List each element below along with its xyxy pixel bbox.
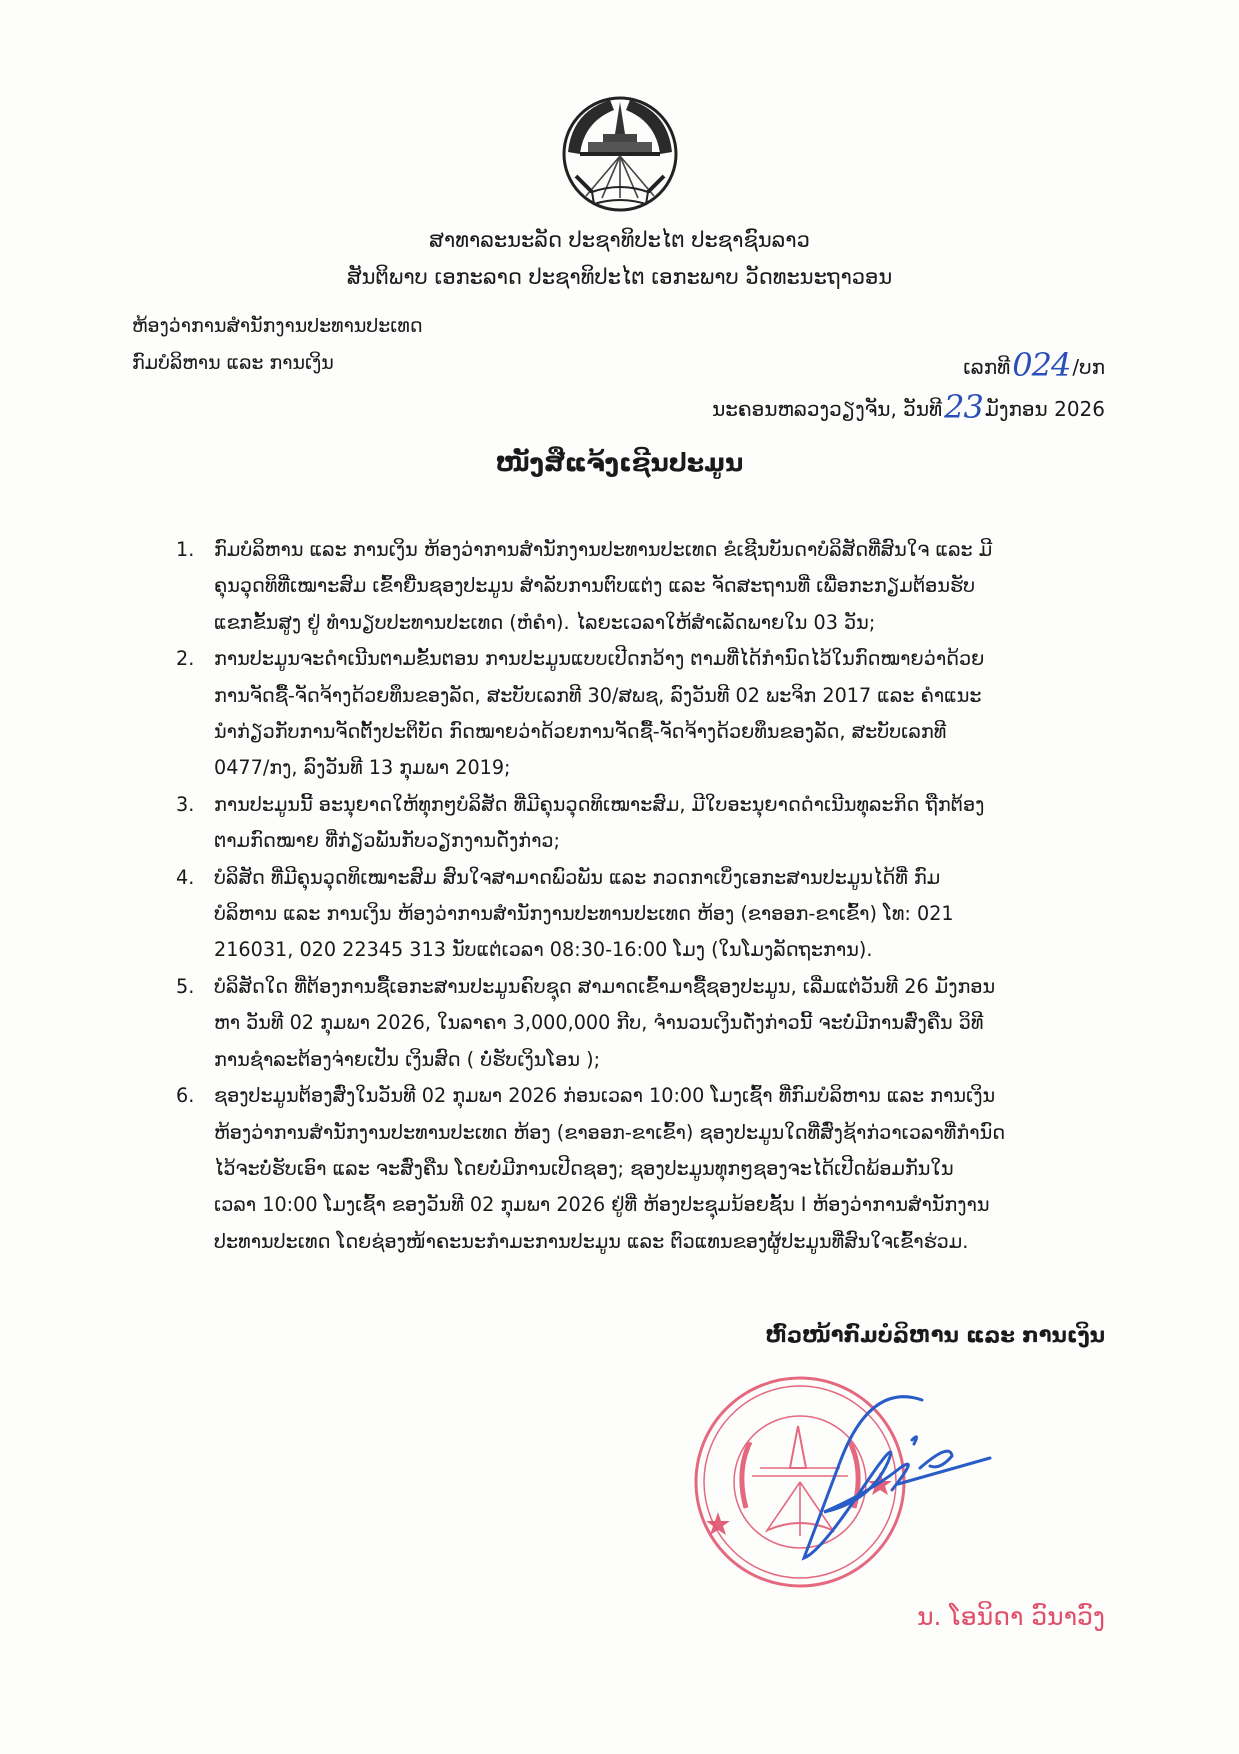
signer-name: ນ. ໂອນິດາ ວົນາວົງ: [917, 1602, 1105, 1631]
item-line: ບໍລິສັດໃດ ທີ່ຕ້ອງການຊື້ເອກະສານປະມູນຄົບຊຸດ ສາມາດເຂົ້າມາຊື້ຊອງປະມູນ, ເລີ່ມແຕ່ວັນທີ 26 ມັງກອນ: [214, 974, 996, 998]
document-title: ໜັງສືແຈ້ງເຊີນປະມູນ: [495, 448, 744, 477]
notice-item: [176, 641, 1104, 787]
item-line: ເວລາ 10:00 ໂມງເຊົ້າ ຂອງວັນທີ 02 ກຸມພາ 2026 ຢູ່ທີ່ ຫ້ອງປະຊຸມນ້ອຍຊັ້ນ I ຫ້ອງວ່າການສຳນັກງານ: [214, 1193, 990, 1217]
notice-items: [176, 532, 1104, 1260]
item-line: ການຊຳລະຕ້ອງຈ່າຍເປັນ ເງິນສົດ ( ບໍ່ຮັບເງິນໂອນ );: [214, 1047, 601, 1071]
item-number: 4.: [176, 865, 195, 889]
reference-suffix: /ບກ: [1072, 355, 1105, 379]
sender-office: ຫ້ອງວ່າການສຳນັກງານປະທານປະເທດ: [132, 315, 423, 337]
signature-icon: [780, 1372, 1040, 1582]
item-number: 1.: [176, 538, 195, 561]
item-line: ກົມບໍລິຫານ ແລະ ການເງິນ ຫ້ອງວ່າການສຳນັກງານປະທານປະເທດ ຂໍເຊີນບັນດາບໍລິສັດທີ່ສົນໃຈ ແລະ ມີ: [214, 538, 993, 561]
item-line: ຫ້ອງວ່າການສຳນັກງານປະທານປະເທດ ຫ້ອງ (ຂາອອກ-ຂາເຂົ້າ) ຊອງປະມູນໃດທີ່ສົ່ງຊ້າກ່ວາເວລາທີ່ກຳນົດ: [214, 1120, 1006, 1144]
item-line: ຄຸນວຸດທິທີ່ເໝາະສົມ ເຂົ້າຍື່ນຊອງປະມູນ ສຳລັບການຕົບແຕ່ງ ແລະ ຈັດສະຖານທີ່ ເພື່ອກະກຽມຕ້ອນຮັບ: [214, 574, 976, 598]
item-line: ປະທານປະເທດ ໂດຍຊ່ອງໜ້າຄະນະກຳມະການປະມູນ ແລະ ຕົວແທນຂອງຜູ້ປະມູນທີ່ສົນໃຈເຂົ້າຮ່ວມ.: [214, 1229, 969, 1253]
notice-item: [176, 532, 1104, 641]
item-number: 5.: [176, 974, 195, 998]
item-line: ຫາ ວັນທີ 02 ກຸມພາ 2026, ໃນລາຄາ 3,000,000 ກີບ, ຈຳນວນເງິນດັ່ງກ່າວນີ້ ຈະບໍ່ມີການສົ່ງຄືນ ວິທີ: [214, 1011, 984, 1035]
notice-item: [176, 787, 1104, 860]
item-number: 6.: [176, 1084, 195, 1108]
item-number: 3.: [176, 792, 195, 816]
item-line: 216031, 020 22345 313 ນັບແຕ່ເວລາ 08:30-16:00 ໂມງ (ໃນໂມງລັດຖະການ).: [214, 938, 873, 962]
country-name: ສາທາລະນະລັດ ປະຊາທິປະໄຕ ປະຊາຊົນລາວ: [429, 228, 810, 252]
national-motto: ສັນຕິພາບ ເອກະລາດ ປະຊາທິປະໄຕ ເອກະພາບ ວັດທະນະຖາວອນ: [346, 265, 893, 289]
item-line: ບໍລິຫານ ແລະ ການເງິນ ຫ້ອງວ່າການສຳນັກງານປະທານປະເທດ ຫ້ອງ (ຂາອອກ-ຂາເຂົ້າ) ໂທ: 021: [214, 902, 954, 926]
date-line: [712, 388, 1105, 426]
item-number: 2.: [176, 647, 195, 671]
item-line: ຊອງປະມູນຕ້ອງສົ່ງໃນວັນທີ 02 ກຸມພາ 2026 ກ່ອນເວລາ 10:00 ໂມງເຊົ້າ ທີ່ກົມບໍລິຫານ ແລະ ການເງິນ: [214, 1084, 996, 1108]
notice-item: [176, 969, 1104, 1078]
lao-emblem-icon: [558, 92, 682, 214]
item-line: ບໍລິສັດ ທີ່ມີຄຸນວຸດທິເໝາະສົມ ສົນໃຈສາມາດພົວພັນ ແລະ ກວດກາເບິ່ງເອກະສານປະມູນໄດ້ທີ່ ກົມ: [214, 865, 941, 889]
item-line: ການຈັດຊື້-ຈັດຈ້າງດ້ວຍທຶນຂອງລັດ, ສະບັບເລກທີ 30/ສພຊ, ລົງວັນທີ 02 ພະຈິກ 2017 ແລະ ຄຳແນະ: [214, 683, 982, 707]
item-line: ການປະມູນນີ້ ອະນຸຍາດໃຫ້ທຸກໆບໍລິສັດ ທີ່ມີຄຸນວຸດທິເໝາະສົມ, ມີໃບອະນຸຍາດດຳເນີນທຸລະກິດ ຖືກຕ້ອງ: [214, 792, 985, 816]
notice-item: [176, 860, 1104, 969]
date-place: ນະຄອນຫລວງວຽງຈັນ, ວັນທີ: [712, 397, 943, 421]
reference-number: [963, 346, 1105, 384]
date-handwritten-day: 23: [944, 388, 983, 426]
item-line: ການປະມູນຈະດຳເນີນຕາມຂັ້ນຕອນ ການປະມູນແບບເປີດກວ້າງ ຕາມທີ່ໄດ້ກຳນົດໄວ້ໃນກົດໝາຍວ່າດ້ວຍ: [214, 647, 985, 671]
item-line: 0477/ກງ, ລົງວັນທີ 13 ກຸມພາ 2019;: [214, 756, 511, 780]
sender-department: ກົມບໍລິຫານ ແລະ ການເງິນ: [132, 352, 334, 374]
date-month-year: ມັງກອນ 2026: [984, 397, 1105, 421]
item-line: ນຳກ່ຽວກັບການຈັດຕັ້ງປະຕິບັດ ກົດໝາຍວ່າດ້ວຍການຈັດຊື້-ຈັດຈ້າງດ້ວຍທຶນຂອງລັດ, ສະບັບເລກທີ: [214, 720, 947, 744]
item-line: ໄວ້ຈະບໍ່ຮັບເອົາ ແລະ ຈະສົ່ງຄືນ ໂດຍບໍ່ມີການເປີດຊອງ; ຊອງປະມູນທຸກໆຊອງຈະໄດ້ເປີດພ້ອມກັນໃນ: [214, 1156, 954, 1180]
item-line: ແຂກຂັ້ນສູງ ຢູ່ ທຳນຽບປະທານປະເທດ (ຫໍຄຳ). ໄລຍະເວລາໃຫ້ສຳເລັດພາຍໃນ 03 ວັນ;: [214, 610, 876, 634]
reference-label: ເລກທີ: [963, 355, 1011, 379]
notice-item: [176, 1078, 1104, 1260]
signer-title: ຫົວໜ້າກົມບໍລິຫານ ແລະ ການເງິນ: [765, 1323, 1105, 1347]
item-line: ຕາມກົດໝາຍ ທີ່ກ່ຽວພັນກັບວຽກງານດັ່ງກ່າວ;: [214, 829, 561, 853]
reference-handwritten-number: 024: [1012, 346, 1071, 384]
